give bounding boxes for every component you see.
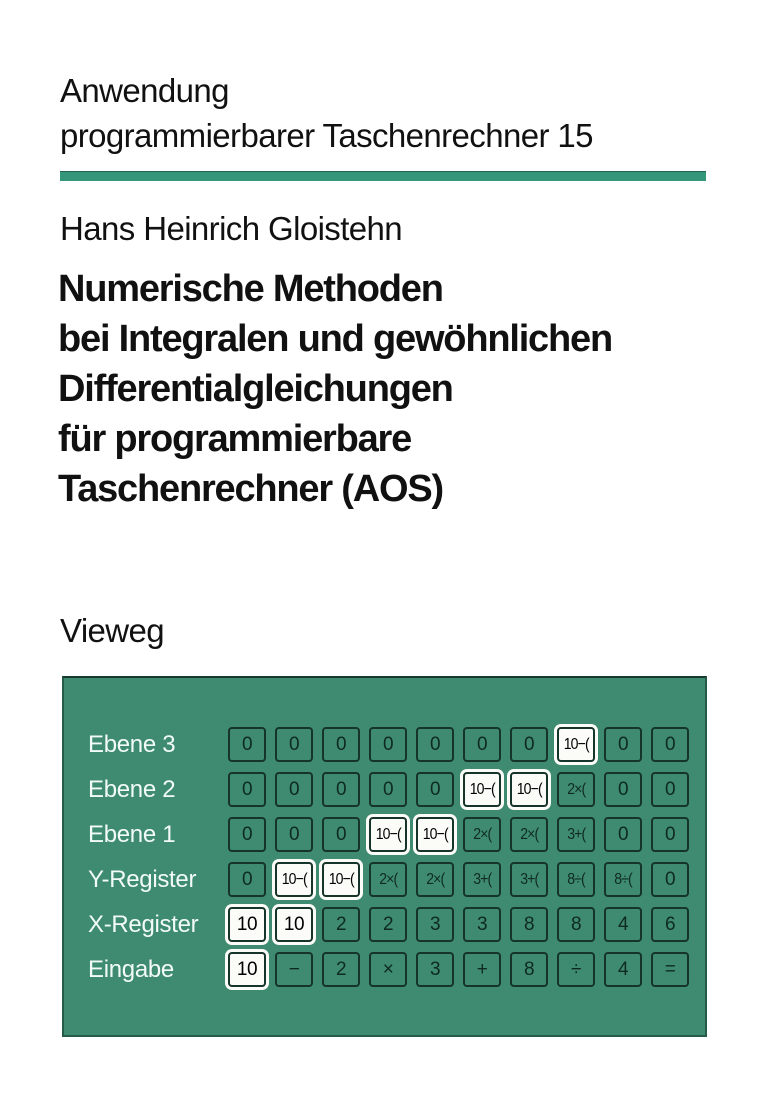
stack-cell: 2×( <box>557 772 595 807</box>
stack-cell: 3 <box>416 907 454 942</box>
stack-cell-highlighted: 10−( <box>463 772 501 807</box>
stack-cell: 0 <box>275 817 313 852</box>
stack-cell: × <box>369 952 407 987</box>
register-label: X-Register <box>88 911 199 938</box>
stack-cell: 0 <box>651 862 689 897</box>
stack-cell: 3 <box>463 907 501 942</box>
stack-cell: 0 <box>228 772 266 807</box>
stack-cell: 2×( <box>416 862 454 897</box>
stack-cell: 8 <box>510 952 548 987</box>
stack-cell: 2 <box>369 907 407 942</box>
stack-cell: 0 <box>322 817 360 852</box>
stack-cell: 0 <box>228 862 266 897</box>
stack-cell: 0 <box>510 727 548 762</box>
register-label: Ebene 1 <box>88 821 176 848</box>
register-row <box>88 862 705 897</box>
stack-cell: 0 <box>651 817 689 852</box>
stack-cell: 3+( <box>557 817 595 852</box>
stack-cell: 0 <box>604 772 642 807</box>
register-row <box>88 952 705 987</box>
stack-cell: 0 <box>322 727 360 762</box>
title-line-4: für programmierbare <box>58 418 412 460</box>
register-label: Y-Register <box>88 866 197 893</box>
stack-cell: 0 <box>651 727 689 762</box>
title-line-3: Differentialgleichungen <box>58 368 453 410</box>
stack-cell: 0 <box>322 772 360 807</box>
stack-cell-highlighted: 10 <box>275 907 313 942</box>
stack-cell: 3 <box>416 952 454 987</box>
stack-cell: 8÷( <box>604 862 642 897</box>
register-row <box>88 907 705 942</box>
stack-cell: 2 <box>322 907 360 942</box>
series-line-2: programmierbarer Taschenrechner 15 <box>60 117 593 154</box>
stack-cell: 0 <box>369 772 407 807</box>
title-line-2: bei Integralen und gewöhnlichen <box>58 318 612 360</box>
stack-cell: 0 <box>604 727 642 762</box>
stack-cell: 0 <box>416 772 454 807</box>
register-label: Eingabe <box>88 956 174 983</box>
stack-cell: 0 <box>228 817 266 852</box>
stack-cell: 0 <box>228 727 266 762</box>
stack-cell-highlighted: 10−( <box>369 817 407 852</box>
book-title <box>58 264 612 514</box>
stack-cell: 2 <box>322 952 360 987</box>
stack-cell: 2×( <box>463 817 501 852</box>
stack-cell: 0 <box>275 727 313 762</box>
stack-cell: ÷ <box>557 952 595 987</box>
title-line-5: Taschenrechner (AOS) <box>58 468 443 510</box>
stack-cell: 0 <box>416 727 454 762</box>
stack-cell-highlighted: 10−( <box>557 727 595 762</box>
author-name: Hans Heinrich Gloistehn <box>60 210 403 247</box>
series-line-1: Anwendung <box>60 72 229 109</box>
stack-cell: + <box>463 952 501 987</box>
register-row <box>88 817 705 852</box>
stack-cell: 0 <box>369 727 407 762</box>
stack-cell: 2×( <box>369 862 407 897</box>
stack-cell: 4 <box>604 952 642 987</box>
stack-cell: 3+( <box>510 862 548 897</box>
stack-cell: 2×( <box>510 817 548 852</box>
stack-cell: 6 <box>651 907 689 942</box>
stack-cell: 3+( <box>463 862 501 897</box>
stack-cell: 0 <box>275 772 313 807</box>
series-header <box>60 68 593 158</box>
accent-rule <box>60 171 706 181</box>
stack-cell-highlighted: 10−( <box>322 862 360 897</box>
stack-cell-highlighted: 10 <box>228 952 266 987</box>
stack-cell: = <box>651 952 689 987</box>
stack-cell: 8 <box>557 907 595 942</box>
stack-cell: 0 <box>651 772 689 807</box>
register-label: Ebene 3 <box>88 731 176 758</box>
stack-cell: 4 <box>604 907 642 942</box>
stack-cell-highlighted: 10 <box>228 907 266 942</box>
publisher-name: Vieweg <box>60 612 165 649</box>
stack-cell-highlighted: 10−( <box>416 817 454 852</box>
stack-cell: − <box>275 952 313 987</box>
stack-cell-highlighted: 10−( <box>510 772 548 807</box>
register-row <box>88 727 705 762</box>
register-row <box>88 772 705 807</box>
stack-cell: 8 <box>510 907 548 942</box>
title-line-1: Numerische Methoden <box>58 268 443 310</box>
register-label: Ebene 2 <box>88 776 176 803</box>
stack-cell: 0 <box>604 817 642 852</box>
stack-cell-highlighted: 10−( <box>275 862 313 897</box>
stack-cell: 8÷( <box>557 862 595 897</box>
stack-diagram <box>62 676 707 1037</box>
stack-cell: 0 <box>463 727 501 762</box>
